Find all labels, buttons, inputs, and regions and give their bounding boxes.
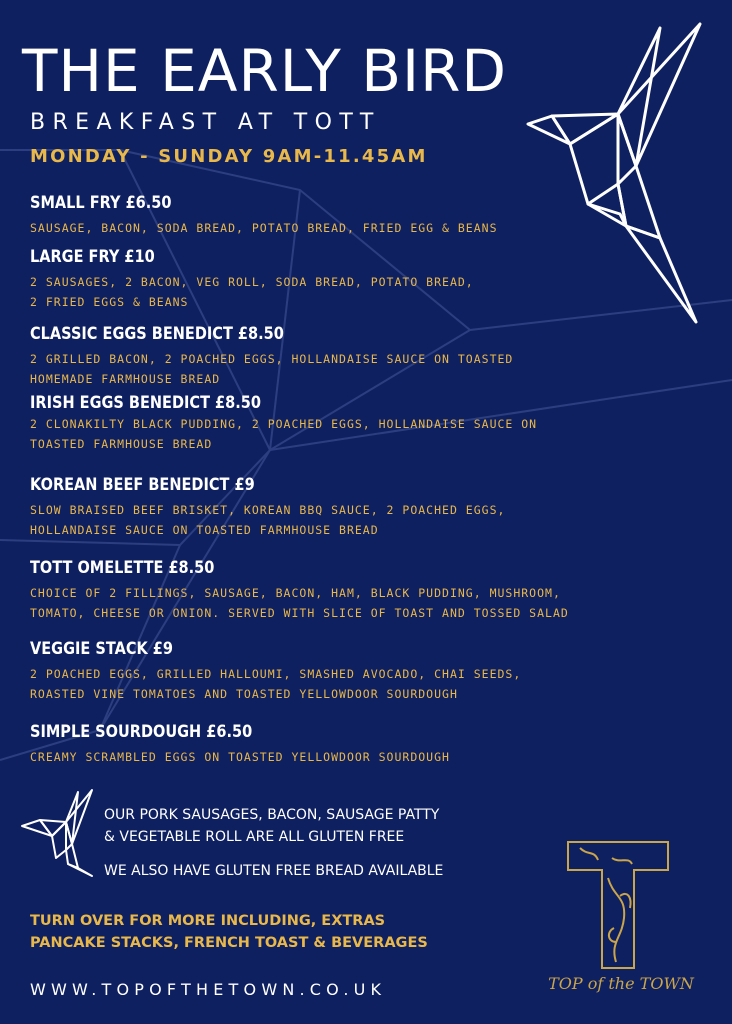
gluten-free-bread-note: WE ALSO HAVE GLUTEN FREE BREAD AVAILABLE bbox=[104, 863, 444, 879]
desc-line: 2 POACHED EGGS, GRILLED HALLOUMI, SMASHED AVOCADO, CHAI SEEDS, bbox=[30, 667, 522, 681]
item-name: IRISH EGGS BENEDICT £8.50 bbox=[30, 393, 261, 412]
desc-line: TOMATO, CHEESE OR ONION. SERVED WITH SLICE OF TOAST AND TOSSED SALAD bbox=[30, 606, 569, 620]
origami-bird-small-icon bbox=[18, 786, 96, 878]
turn-over-line2: PANCAKE STACKS, FRENCH TOAST & BEVERAGES bbox=[30, 935, 428, 951]
menu-item-irish-eggs-benedict bbox=[30, 392, 690, 454]
item-description bbox=[30, 414, 690, 454]
menu-item-classic-eggs-benedict bbox=[30, 323, 690, 389]
item-description bbox=[30, 747, 690, 767]
menu-item-veggie-stack bbox=[30, 638, 690, 704]
turn-over-line1: TURN OVER FOR MORE INCLUDING, EXTRAS bbox=[30, 913, 386, 929]
menu-item-small-fry bbox=[30, 192, 690, 238]
item-description bbox=[30, 664, 690, 704]
item-description bbox=[30, 500, 690, 540]
item-description bbox=[30, 218, 690, 238]
desc-line: 2 GRILLED BACON, 2 POACHED EGGS, HOLLANDAISE SAUCE ON TOASTED bbox=[30, 352, 514, 366]
item-name: CLASSIC EGGS BENEDICT £8.50 bbox=[30, 324, 284, 343]
desc-line: SAUSAGE, BACON, SODA BREAD, POTATO BREAD, FRIED EGG & BEANS bbox=[30, 221, 498, 235]
item-description bbox=[30, 272, 690, 312]
page-subtitle: BREAKFAST AT TOTT bbox=[30, 110, 381, 135]
desc-line: 2 CLONAKILTY BLACK PUDDING, 2 POACHED EGGS, HOLLANDAISE SAUCE ON bbox=[30, 417, 538, 431]
logo-wordmark: TOP of the TOWN bbox=[548, 974, 694, 993]
website-link[interactable]: WWW.TOPOFTHETOWN.CO.UK bbox=[30, 980, 387, 999]
item-name: LARGE FRY £10 bbox=[30, 247, 155, 266]
desc-line: SLOW BRAISED BEEF BRISKET, KOREAN BBQ SAUCE, 2 POACHED EGGS, bbox=[30, 503, 506, 517]
item-name: SIMPLE SOURDOUGH £6.50 bbox=[30, 722, 253, 741]
gluten-free-note-line1: OUR PORK SAUSAGES, BACON, SAUSAGE PATTY bbox=[104, 807, 440, 823]
menu-item-korean-beef-benedict bbox=[30, 474, 690, 540]
desc-line: ROASTED VINE TOMATOES AND TOASTED YELLOWDOOR SOURDOUGH bbox=[30, 687, 458, 701]
opening-hours: MONDAY - SUNDAY 9AM-11.45AM bbox=[30, 146, 428, 167]
item-name: VEGGIE STACK £9 bbox=[30, 639, 174, 658]
page-title: THE EARLY BIRD bbox=[22, 37, 508, 105]
turn-over-note bbox=[30, 910, 428, 954]
item-name: KOREAN BEEF BENEDICT £9 bbox=[30, 475, 255, 494]
menu-item-simple-sourdough bbox=[30, 721, 690, 767]
item-name: TOTT OMELETTE £8.50 bbox=[30, 558, 215, 577]
item-name: SMALL FRY £6.50 bbox=[30, 193, 172, 212]
item-description bbox=[30, 583, 690, 623]
desc-line: CREAMY SCRAMBLED EGGS ON TOASTED YELLOWDOOR SOURDOUGH bbox=[30, 750, 450, 764]
desc-line: 2 FRIED EGGS & BEANS bbox=[30, 295, 189, 309]
desc-line: HOMEMADE FARMHOUSE BREAD bbox=[30, 372, 221, 386]
desc-line: TOASTED FARMHOUSE BREAD bbox=[30, 437, 213, 451]
item-description bbox=[30, 349, 690, 389]
menu-item-large-fry bbox=[30, 246, 690, 312]
desc-line: HOLLANDAISE SAUCE ON TOASTED FARMHOUSE BREAD bbox=[30, 523, 379, 537]
desc-line: CHOICE OF 2 FILLINGS, SAUSAGE, BACON, HAM, BLACK PUDDING, MUSHROOM, bbox=[30, 586, 561, 600]
gluten-free-note-line2: & VEGETABLE ROLL ARE ALL GLUTEN FREE bbox=[104, 829, 405, 845]
desc-line: 2 SAUSAGES, 2 BACON, VEG ROLL, SODA BREAD, POTATO BREAD, bbox=[30, 275, 474, 289]
menu-item-tott-omelette bbox=[30, 557, 690, 623]
